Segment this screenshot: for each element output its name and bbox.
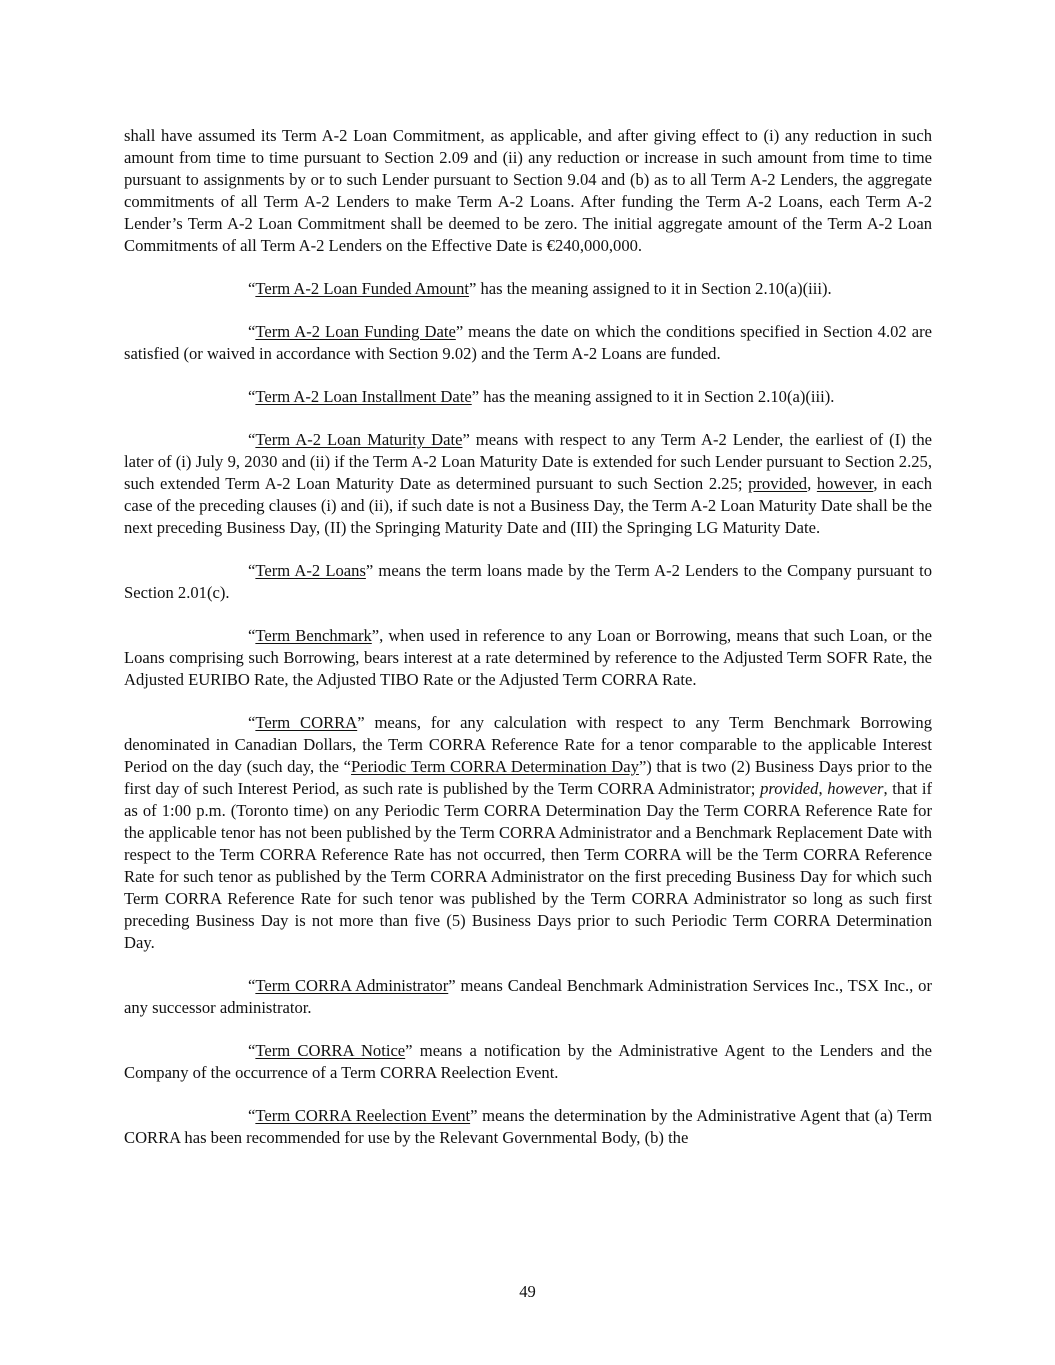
open-quote: “ xyxy=(248,1106,256,1125)
defined-term: Term A-2 Loan Installment Date xyxy=(255,387,472,406)
open-quote: “ xyxy=(248,561,256,580)
definition-corra-notice xyxy=(124,1040,932,1084)
open-quote: “ xyxy=(248,322,256,341)
definition-maturity-date xyxy=(124,429,932,539)
definition-text: , that if as of 1:00 p.m. (Toronto time) on any Periodic Term CORRA Determination Day the Term CORRA Reference Rate for the applicable tenor has not been published by the Term CORRA Administrator and a Benchmark Replacement Date with respect to the Term CORRA Reference Rate has not occurred, then Term CORRA will be the Term CORRA Reference Rate for such tenor as published by the Term CORRA Administrator on the first preceding Business Day for which such Term CORRA Reference Rate for such tenor was published by the Term CORRA Administrator so long as such first preceding Business Day is not more than five (5) Business Days prior to such Periodic Term CORRA Determination Day. xyxy=(124,779,933,952)
definition-text: ” means the determination by the Administrative Agent that (a) Term CORRA has been recommended for use by the Relevant Governmental Body, (b) the xyxy=(124,1106,932,1147)
inner-defined-term: Periodic Term CORRA Determination Day xyxy=(351,757,639,776)
however-word: however xyxy=(816,474,874,493)
open-quote: “ xyxy=(248,626,256,645)
definition-text: ” means with respect to any Term A-2 Lender, the earliest of (I) the later of (i) July 9, 2030 and (ii) if the Term A-2 Loan Maturity Date is extended for such Lender pursuant to Section 2.25, such extended Term A-2 Loan Maturity Date as determined pursuant to such Section 2.25; xyxy=(124,430,932,493)
defined-term: Term A-2 Loan Funding Date xyxy=(255,322,456,341)
definition-text: ” means the term loans made by the Term A-2 Lenders to the Company pursuant to Section 2.01(c). xyxy=(124,561,933,602)
definition-corra-administrator xyxy=(124,975,932,1019)
defined-term: Term Benchmark xyxy=(255,626,372,645)
definition-text: ” means, for any calculation with respect to any Term Benchmark Borrowing denominated in Canadian Dollars, the Term CORRA Reference Rate for a tenor comparable to the applicable Interest Period on the day (such day, the “ xyxy=(124,713,932,776)
definition-text: ” has the meaning assigned to it in Section 2.10(a)(iii). xyxy=(469,279,832,298)
definition-corra-reelection-event xyxy=(124,1105,932,1149)
defined-term: Term CORRA Notice xyxy=(255,1041,406,1060)
page-number: 49 xyxy=(519,1282,536,1301)
defined-term: Term A-2 Loans xyxy=(255,561,366,580)
definition-text: ” means a notification by the Administrative Agent to the Lenders and the Company of the occurrence of a Term CORRA Reelection Event. xyxy=(124,1041,932,1082)
open-quote: “ xyxy=(248,279,256,298)
definition-term-corra xyxy=(124,712,932,954)
definition-loans xyxy=(124,560,932,604)
open-quote: “ xyxy=(248,1041,256,1060)
provided-word: provided xyxy=(748,474,808,493)
defined-term: Term A-2 Loan Maturity Date xyxy=(255,430,463,449)
defined-term: Term A-2 Loan Funded Amount xyxy=(255,279,469,298)
definition-text: , in each case of the preceding clauses (i) and (ii), if such date is not a Business Day, the Term A-2 Loan Maturity Date shall be the next preceding Business Day, (II) the Springing Maturity Date and (III) the Springing LG Maturity Date. xyxy=(124,474,932,537)
document-page xyxy=(124,125,932,1170)
provided-word: provided xyxy=(760,779,819,798)
however-word: however xyxy=(827,779,884,798)
open-quote: “ xyxy=(248,387,256,406)
definition-text: ” means the date on which the conditions specified in Section 4.02 are satisfied (or waived in accordance with Section 9.02) and the Term A-2 Loans are funded. xyxy=(124,322,932,363)
comma: , xyxy=(818,779,828,798)
defined-term: Term CORRA Administrator xyxy=(255,976,449,995)
open-quote: “ xyxy=(248,430,256,449)
definition-term-benchmark xyxy=(124,625,932,691)
open-quote: “ xyxy=(248,713,256,732)
definition-text: ” has the meaning assigned to it in Section 2.10(a)(iii). xyxy=(471,387,835,406)
definition-text: ” means Candeal Benchmark Administration Services Inc., TSX Inc., or any successor administrator. xyxy=(124,976,932,1017)
definition-funding-date xyxy=(124,321,932,365)
definition-installment-date xyxy=(124,386,932,408)
defined-term: Term CORRA Reelection Event xyxy=(255,1106,471,1125)
definition-text: ”, when used in reference to any Loan or Borrowing, means that such Loan, or the Loans comprising such Borrowing, bears interest at a rate determined by reference to the Adjusted Term SOFR Rate, the Adjusted EURIBO Rate, the Adjusted TIBO Rate or the Adjusted Term CORRA Rate. xyxy=(124,626,932,689)
intro-paragraph: shall have assumed its Term A-2 Loan Commitment, as applicable, and after giving effect to (i) any reduction in such amount from time to time pursuant to Section 2.09 and (ii) any reduction or increase in such amount from time to time pursuant to assignments by or to such Lender pursuant to Section 9.04 and (b) as to all Term A-2 Lenders, the aggregate commitments of all Term A-2 Lenders to make Term A-2 Loans. After funding the Term A-2 Loans, each Term A-2 Lender’s Term A-2 Loan Commitment shall be deemed to be zero. The initial aggregate amount of the Term A-2 Loan Commitments of all Term A-2 Lenders on the Effective Date is €240,000,000. xyxy=(124,126,932,255)
defined-term: Term CORRA xyxy=(255,713,358,732)
definition-text: ”) that is two (2) Business Days prior to the first day of such Interest Period, as such rate is published by the Term CORRA Administrator; xyxy=(124,757,933,798)
comma: , xyxy=(807,474,817,493)
open-quote: “ xyxy=(248,976,256,995)
definition-funded-amount xyxy=(124,278,932,300)
